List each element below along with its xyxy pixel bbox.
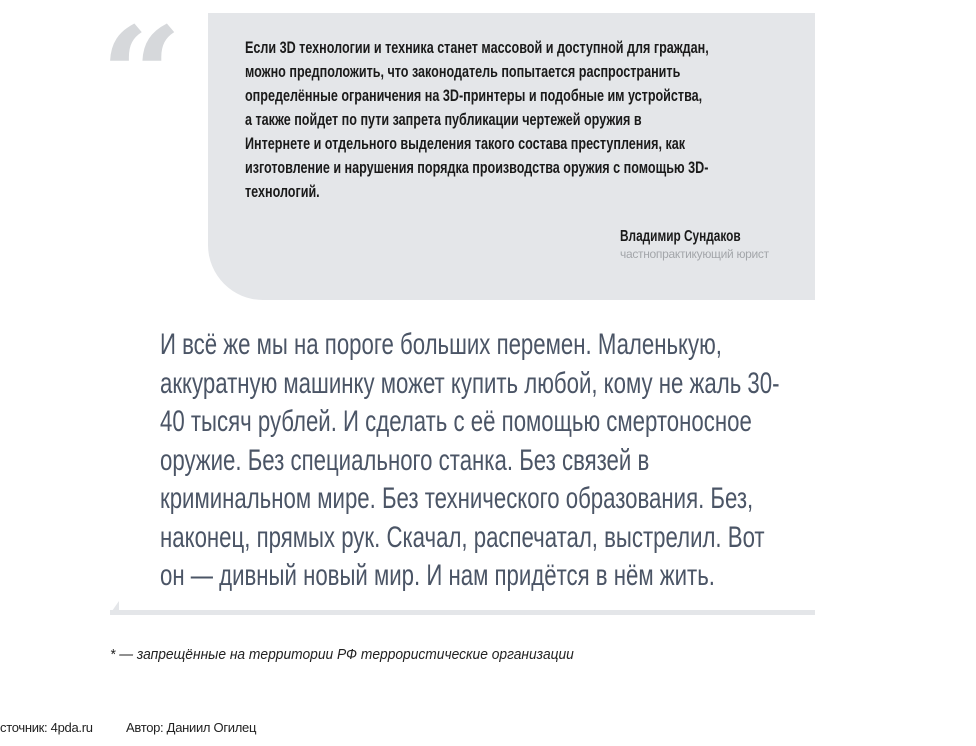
quote-line: а также пойдет по пути запрета публикации чертежей оружия в [245,110,642,129]
paragraph-line: И всё же мы на пороге больших перемен. Маленькую, [160,328,722,361]
paragraph-line: оружие. Без специального станка. Без связей в [160,443,650,477]
footnote: * — запрещённые на территории РФ террористические организации [110,646,574,663]
quote-line: Если 3D технологии и техника станет массовой и доступной для граждан, [245,38,709,57]
paragraph-line: он — дивный новый мир. И нам придётся в нём жить. [160,559,715,592]
quote-mark-icon: “ [100,0,183,151]
article-author: Автор: Даниил Огилец [126,720,257,735]
paragraph-line: 40 тысяч рублей. И сделать с её помощью смертоносное [160,405,752,438]
quote-line: определённые ограничения на 3D-принтеры и подобные им устройства, [245,86,703,105]
main-paragraph [160,326,976,596]
section-divider [110,610,815,615]
paragraph-line: криминальном мире. Без технического образования. Без, [160,482,754,515]
quote-line: изготовление и нарушения порядка производства оружия с помощью 3D- [245,158,709,177]
paragraph-line: наконец, прямых рук. Скачал, распечатал, выстрелил. Вот [160,520,765,554]
quote-line: можно предположить, что законодатель попытается распространить [245,62,681,81]
quote-line: технологий. [245,182,320,201]
paragraph-line: аккуратную машинку может купить любой, кому не жаль 30- [160,366,780,400]
quote-text [245,36,872,204]
source-link[interactable]: сточник: 4pda.ru [0,720,93,735]
quote-author: Владимир Сундаков [620,228,741,245]
quote-author-role: частнопрактикующий юрист [620,247,769,261]
quote-line: Интернете и отдельного выделения такого состава преступления, как [245,134,686,153]
